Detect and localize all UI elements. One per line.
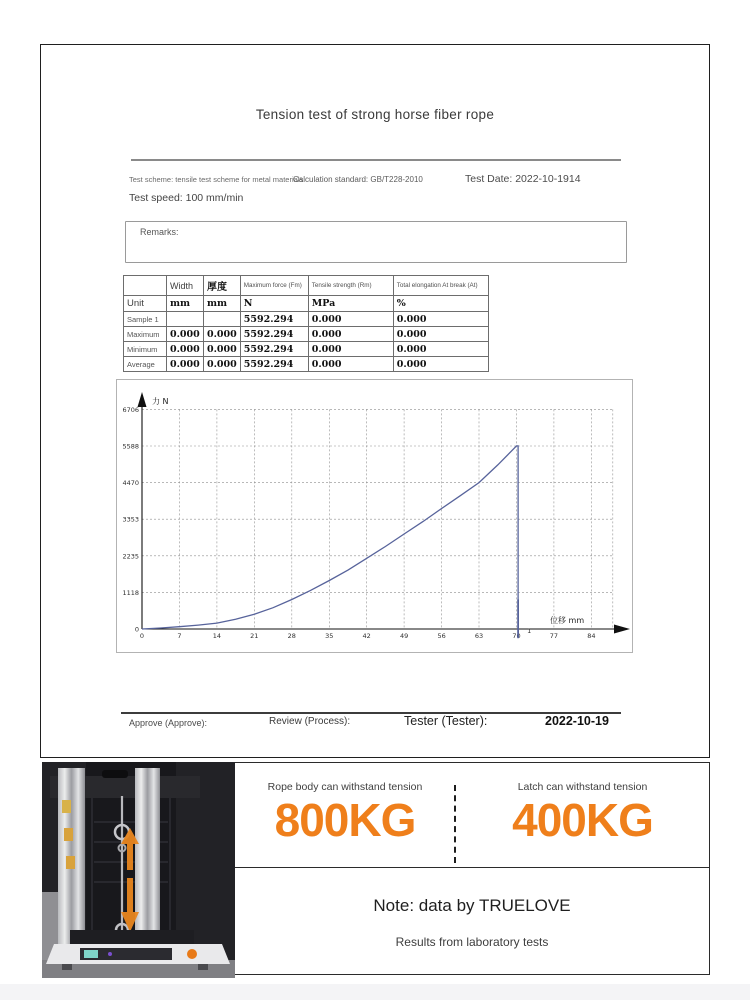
svg-text:3353: 3353: [122, 515, 139, 524]
rope-tension-title: Rope body can withstand tension: [267, 781, 423, 793]
svg-text:0: 0: [139, 632, 145, 640]
latch-tension-value: 400KG: [512, 794, 653, 846]
row-label: Maximum: [124, 327, 167, 342]
results-table: [123, 275, 489, 372]
svg-text:84: 84: [587, 632, 596, 640]
header-empty: [124, 276, 167, 296]
svg-text:49: 49: [399, 632, 409, 640]
test-report-page: [40, 44, 710, 758]
table-unit-row: [124, 296, 489, 312]
row-label: Average: [124, 357, 167, 372]
review-label: Review (Process):: [269, 716, 351, 727]
svg-text:14: 14: [212, 632, 222, 640]
promo-tension-row: [235, 763, 709, 868]
bottom-background-strip: [0, 984, 750, 1000]
row-label: Sample 1: [124, 312, 167, 327]
header-elongation: Total elongation At break (At): [393, 276, 488, 296]
test-date-text: Test Date: 2022-10-1914: [465, 173, 581, 185]
header-tensile-strength: Tensile strength (Rm): [308, 276, 393, 296]
remarks-box: [125, 221, 627, 263]
svg-text:7: 7: [177, 632, 182, 640]
svg-text:力 N: 力 N: [152, 397, 169, 406]
force-displacement-chart: [116, 379, 633, 653]
svg-text:28: 28: [287, 632, 296, 640]
svg-text:63: 63: [474, 632, 484, 640]
header-thickness: 厚度: [204, 276, 241, 296]
test-scheme-text: Test scheme: tensile test scheme for metal materials: [129, 175, 304, 184]
unit-force: N: [240, 296, 308, 312]
svg-text:1118: 1118: [122, 588, 139, 597]
chart-canvas: [117, 380, 632, 652]
rope-tension-value: 800KG: [274, 794, 416, 846]
approve-label: Approve (Approve):: [129, 718, 208, 728]
remarks-label: Remarks:: [140, 227, 179, 237]
unit-elongation: %: [393, 296, 488, 312]
table-row: Maximum 0.000 0.000 5592.294 0.000 0.000: [124, 327, 489, 342]
latch-tension-title: Latch can withstand tension: [517, 781, 648, 793]
calculation-standard-text: Calculation standard: GB/T228-2010: [293, 175, 423, 184]
header-width: Width: [167, 276, 204, 296]
unit-strength: MPa: [308, 296, 393, 312]
svg-text:21: 21: [250, 632, 259, 640]
unit-width: mm: [167, 296, 204, 312]
test-speed-text: Test speed: 100 mm/min: [129, 192, 244, 204]
svg-text:35: 35: [325, 632, 334, 640]
rope-tension-block: [235, 763, 455, 867]
svg-text:1: 1: [527, 626, 532, 635]
tester-label: Tester (Tester):: [404, 714, 488, 728]
svg-text:42: 42: [362, 632, 371, 640]
promo-panel: [235, 762, 710, 975]
table-row: Sample 1 5592.294 0.000 0.000: [124, 312, 489, 327]
signature-date: 2022-10-19: [545, 714, 609, 728]
latch-tension-block: [455, 763, 710, 867]
svg-text:4470: 4470: [122, 479, 139, 488]
svg-text:5588: 5588: [122, 442, 139, 451]
table-header-row: [124, 276, 489, 296]
table-row: Average 0.000 0.000 5592.294 0.000 0.000: [124, 357, 489, 372]
table-row: Minimum 0.000 0.000 5592.294 0.000 0.000: [124, 342, 489, 357]
header-max-force: Maximum force (Fm): [240, 276, 308, 296]
subnote-text: Results from laboratory tests: [395, 935, 549, 949]
svg-text:70: 70: [512, 632, 521, 640]
tensile-machine-photo: [42, 762, 235, 978]
title-underline: [131, 159, 621, 161]
unit-thickness: mm: [204, 296, 241, 312]
machine-illustration: [42, 762, 235, 978]
svg-text:2235: 2235: [122, 552, 139, 561]
svg-text:位移 mm: 位移 mm: [550, 616, 585, 625]
svg-text:6706: 6706: [122, 405, 139, 414]
svg-text:56: 56: [437, 632, 446, 640]
page-title: Tension test of strong horse fiber rope: [255, 107, 495, 122]
row-label: Minimum: [124, 342, 167, 357]
unit-label: Unit: [124, 296, 167, 312]
note-text: Note: data by TRUELOVE: [373, 896, 571, 915]
svg-text:77: 77: [549, 632, 559, 640]
svg-text:0: 0: [134, 625, 139, 634]
